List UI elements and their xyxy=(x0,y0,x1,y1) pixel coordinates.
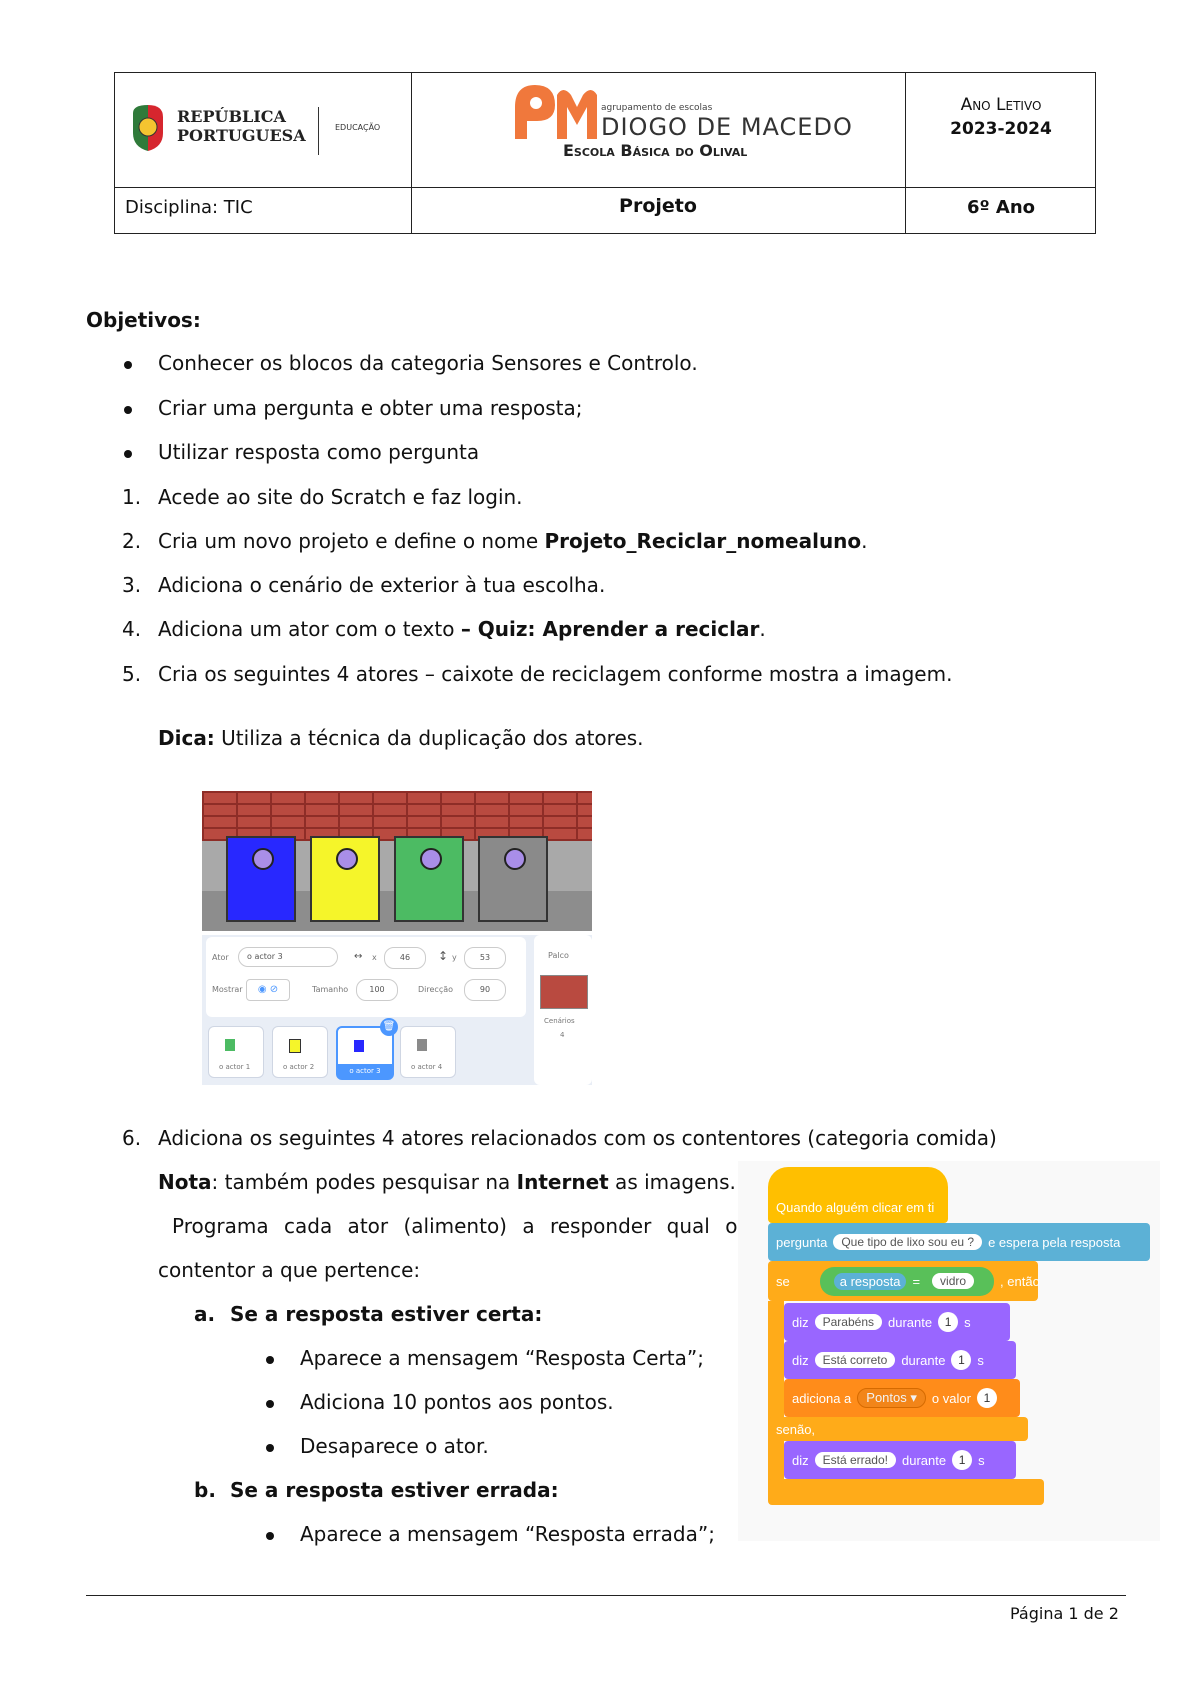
school-small-label: agrupamento de escolas xyxy=(601,103,713,113)
nota-text: Nota: também podes pesquisar na Internet as imagens. xyxy=(158,1170,736,1194)
school-subtitle: Escola Básica do Olival xyxy=(563,141,748,160)
recycle-bin-yellow xyxy=(310,836,380,922)
ano-cell: 6º Ano xyxy=(966,197,1036,218)
objetivo-item: Utilizar resposta como pergunta xyxy=(158,440,480,464)
republica-line1: REPÚBLICA xyxy=(177,107,286,126)
step-text: Acede ao site do Scratch e faz login. xyxy=(158,485,523,509)
stage-selector[interactable] xyxy=(534,935,592,1085)
step-number: 4. xyxy=(122,617,142,641)
step-number: 6. xyxy=(122,1126,142,1150)
say-block: diz Parabéns durante 1 s xyxy=(784,1303,1010,1341)
delete-sprite-icon[interactable]: 🗑 xyxy=(380,1018,398,1036)
objetivo-item: Criar uma pergunta e obter uma resposta; xyxy=(158,396,583,420)
recycle-bin-gray xyxy=(478,836,548,922)
republica-line2: PORTUGUESA xyxy=(177,126,306,145)
y-input[interactable]: 53 xyxy=(464,947,506,969)
programa-text: Programa cada ator (alimento) a responder qual o xyxy=(172,1214,738,1238)
direction-label: Direcção xyxy=(418,985,454,994)
say-block: diz Está errado! durante 1 s xyxy=(784,1441,1016,1479)
sprite-thumbnail-selected[interactable]: o actor 3 🗑 xyxy=(336,1026,394,1080)
header-row-divider xyxy=(115,187,1095,188)
page-number: Página 1 de 2 xyxy=(1010,1604,1119,1623)
bullet-icon xyxy=(124,450,132,458)
palco-label: Palco xyxy=(548,951,569,960)
ano-letivo-label: Ano Letivo xyxy=(960,95,1042,115)
school-name: DIOGO DE MACEDO xyxy=(601,113,853,141)
step-number: 5. xyxy=(122,662,142,686)
programa-text: contentor a que pertence: xyxy=(158,1258,421,1282)
actor-name-input[interactable]: o actor 3 xyxy=(238,947,338,967)
sprite-thumbnail[interactable]: o actor 1 xyxy=(208,1026,264,1078)
actor-label: Ator xyxy=(212,953,229,962)
step-text: Adiciona o cenário de exterior à tua escolha. xyxy=(158,573,606,597)
republica-emblem-icon xyxy=(129,103,167,153)
recycle-bin-green xyxy=(394,836,464,922)
sub-item: Aparece a mensagem “Resposta Certa”; xyxy=(300,1346,704,1370)
educacao-label: EDUCAÇÃO xyxy=(335,123,381,132)
sub-label: a. xyxy=(194,1302,216,1326)
footer-divider xyxy=(86,1595,1126,1596)
cenarios-label: Cenários xyxy=(544,1017,575,1025)
hat-block: Quando alguém clicar em ti xyxy=(768,1167,948,1223)
say-block: diz Está correto durante 1 s xyxy=(784,1341,1016,1379)
scratch-code-image xyxy=(738,1161,1160,1541)
step-number: 3. xyxy=(122,573,142,597)
change-variable-block: adiciona a Pontos ▾ o valor 1 xyxy=(784,1379,1020,1417)
direction-input[interactable]: 90 xyxy=(464,979,506,1001)
logo-separator xyxy=(318,107,319,155)
dica-text: Dica: Utiliza a técnica da duplicação dos atores. xyxy=(158,726,644,750)
x-input[interactable]: 46 xyxy=(384,947,426,969)
sprite-thumbnail[interactable]: o actor 2 xyxy=(272,1026,328,1078)
size-input[interactable]: 100 xyxy=(356,979,398,1001)
y-label: y xyxy=(452,953,457,962)
sub-label: b. xyxy=(194,1478,216,1502)
step-number: 2. xyxy=(122,529,142,553)
header-table xyxy=(114,72,1096,234)
recycle-bin-blue xyxy=(226,836,296,922)
show-label: Mostrar xyxy=(212,985,243,994)
step-text: Cria os seguintes 4 atores – caixote de reciclagem conforme mostra a imagem. xyxy=(158,662,953,686)
sub-item: Aparece a mensagem “Resposta errada”; xyxy=(300,1522,715,1546)
disciplina-cell: Disciplina: TIC xyxy=(125,197,253,218)
ano-letivo-value: 2023-2024 xyxy=(950,119,1052,139)
sub-heading: Se a resposta estiver certa: xyxy=(230,1302,543,1326)
ask-block: pergunta Que tipo de lixo sou eu ? e espera pela resposta xyxy=(768,1223,1150,1261)
bullet-icon xyxy=(266,1532,274,1540)
bullet-icon xyxy=(266,1400,274,1408)
y-arrows-icon: ↕ xyxy=(438,949,449,963)
scratch-stage-image xyxy=(202,791,592,931)
brick-wall xyxy=(202,791,592,841)
if-end-block xyxy=(768,1479,1044,1505)
bullet-icon xyxy=(124,361,132,369)
step-text: Cria um novo projeto e define o nome Projeto_Reciclar_nomealuno. xyxy=(158,529,868,553)
step-text: Adiciona os seguintes 4 atores relacionados com os contentores (categoria comida) xyxy=(158,1126,997,1150)
bullet-icon xyxy=(124,406,132,414)
visibility-toggle-icon[interactable]: ◉ ⊘ xyxy=(246,979,290,1001)
cenarios-count: 4 xyxy=(560,1031,565,1039)
sprite-thumbnail[interactable]: o actor 4 xyxy=(400,1026,456,1078)
size-label: Tamanho xyxy=(312,985,349,994)
objetivos-title: Objetivos: xyxy=(86,308,201,332)
step-text: Adiciona um ator com o texto – Quiz: Aprender a reciclar. xyxy=(158,617,766,641)
x-label: x xyxy=(372,953,377,962)
sub-heading: Se a resposta estiver errada: xyxy=(230,1478,559,1502)
objetivo-item: Conhecer os blocos da categoria Sensores e Controlo. xyxy=(158,351,698,375)
sub-item: Adiciona 10 pontos aos pontos. xyxy=(300,1390,614,1414)
else-block: senão, xyxy=(768,1417,1028,1441)
step-number: 1. xyxy=(122,485,142,509)
if-block: se a resposta = vidro , então xyxy=(768,1261,1038,1301)
projeto-cell: Projeto xyxy=(619,195,697,217)
bullet-icon xyxy=(266,1444,274,1452)
school-logo-icon xyxy=(511,81,601,143)
stage-thumbnail xyxy=(540,975,588,1009)
x-arrows-icon: ↔ xyxy=(354,951,363,962)
bullet-icon xyxy=(266,1356,274,1364)
sub-item: Desaparece o ator. xyxy=(300,1434,489,1458)
